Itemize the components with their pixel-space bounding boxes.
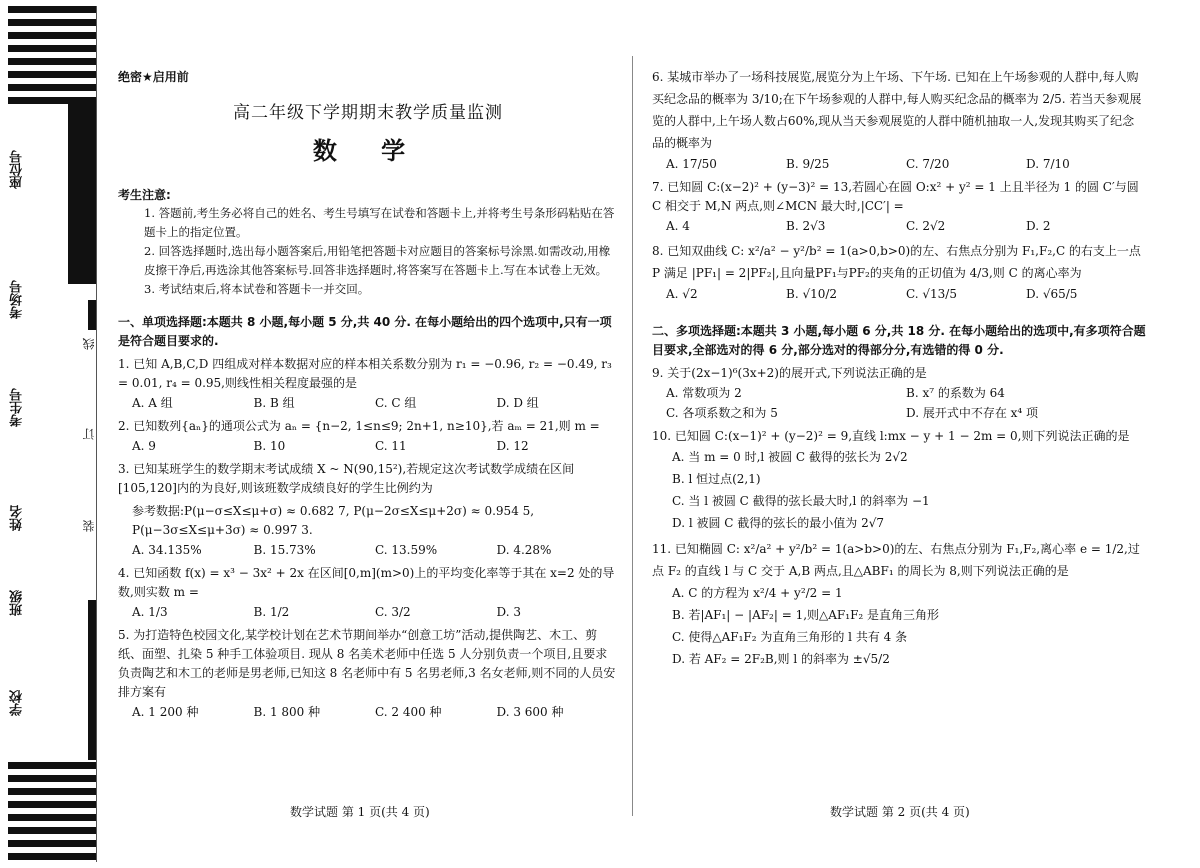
option: C. √13/5 (906, 287, 957, 301)
question-8-options (652, 284, 1146, 304)
option: B. √10/2 (786, 287, 838, 301)
school-label: 学校 (10, 690, 25, 716)
exam-id-label: 考生号 (10, 388, 25, 427)
option: C. 当 l 被圆 C 截得的弦长最大时,l 的斜率为 −1 (672, 494, 930, 508)
question-4-options (118, 602, 618, 622)
notice-title: 考生注意: (118, 188, 171, 202)
question-8: 8. 已知双曲线 C: x²/a² − y²/b² = 1(a>0,b>0)的左、右焦点分别为 F₁,F₂,C 的右支上一点 P 满足 |PF₁| = 2|PF₂|,且向量PF₁与PF₂的夹角的正切值为 4/3,则 C 的离心率为 (652, 244, 1141, 280)
page-2-footer: 数学试题 第 2 页(共 4 页) (830, 805, 970, 819)
option: C. 7/20 (906, 157, 950, 171)
option: D. √65/5 (1026, 287, 1078, 301)
seat-label: 座位号 (10, 150, 25, 189)
notice-item: 3. 考试结束后,将本试卷和答题卡一并交回。 (144, 282, 370, 296)
option: B. 若|AF₁| − |AF₂| = 1,则△AF₁F₂ 是直角三角形 (672, 608, 940, 622)
question-10: 10. 已知圆 C:(x−1)² + (y−2)² = 9,直线 l:mx − y + 1 − 2m = 0,则下列说法正确的是 (652, 429, 1130, 443)
option: C. 11 (375, 439, 407, 453)
option: D. 3 (496, 605, 521, 619)
option: A. 当 m = 0 时,l 被圆 C 截得的弦长为 2√2 (672, 450, 908, 464)
cut-mark-zhuang: 装 (82, 520, 96, 532)
option: A. C 的方程为 x²/4 + y²/2 = 1 (672, 586, 843, 600)
binding-bar-3 (88, 600, 96, 760)
option: D. 展开式中不存在 x⁴ 项 (906, 406, 1039, 420)
cut-mark-xian: 线 (82, 338, 96, 350)
notice-item: 1. 答题前,考生务必将自己的姓名、考生号填写在试卷和答题卡上,并将考生号条形码粘贴在答题卡上的指定位置。 (144, 206, 615, 239)
option: B. 9/25 (786, 157, 830, 171)
option: C. 3/2 (375, 605, 411, 619)
option: B. B 组 (253, 396, 295, 410)
option: A. 1 200 种 (132, 705, 199, 719)
question-3: 3. 已知某班学生的数学期末考试成绩 X ~ N(90,15²),若规定这次考试数学成绩在区间[105,120]内的为良好,则该班数学成绩良好的学生比例约为 (118, 462, 575, 495)
section-2-title: 二、多项选择题:本题共 3 小题,每小题 6 分,共 18 分. 在每小题给出的选项中,有多项符合题目要求,全部选对的得 6 分,部分选对的得部分分,有选错的得 0 分. (652, 324, 1146, 357)
option: A. 常数项为 2 (666, 386, 742, 400)
option: B. 15.73% (253, 543, 316, 557)
option: A. 1/3 (132, 605, 168, 619)
option: A. 34.135% (132, 543, 202, 557)
secret-label: 绝密★启用前 (118, 70, 189, 84)
option: B. 10 (253, 439, 286, 453)
binding-bar-2 (88, 300, 96, 330)
page-1-footer: 数学试题 第 1 页(共 4 页) (290, 805, 430, 819)
option: B. l 恒过点(2,1) (672, 472, 761, 486)
question-3-options (118, 540, 618, 560)
question-3-reference: 参考数据:P(μ−σ≤X≤μ+σ) ≈ 0.682 7, P(μ−2σ≤X≤μ+2σ) ≈ 0.954 5, P(μ−3σ≤X≤μ+3σ) ≈ 0.997 3. (132, 504, 535, 537)
option: D. D 组 (496, 396, 539, 410)
option: A. 17/50 (666, 157, 717, 171)
question-1-options (118, 393, 618, 413)
exam-title: 高二年级下学期期末教学质量监测 (233, 103, 503, 123)
question-1: 1. 已知 A,B,C,D 四组成对样本数据对应的样本相关系数分别为 r₁ = −0.96, r₂ = −0.49, r₃ = 0.01, r₄ = 0.95,则线性相关程度最强的是 (118, 357, 612, 390)
name-label: 姓名 (10, 505, 25, 531)
page-2 (652, 60, 1146, 670)
question-7-options (652, 216, 1146, 236)
option: D. 7/10 (1026, 157, 1070, 171)
option: B. 2√3 (786, 219, 826, 233)
page-divider (632, 56, 633, 816)
option: D. 3 600 种 (496, 705, 564, 719)
option: C. C 组 (375, 396, 417, 410)
question-5-options (118, 702, 618, 722)
option: D. l 被圆 C 截得的弦长的最小值为 2√7 (672, 516, 885, 530)
option: B. x⁷ 的系数为 64 (906, 386, 1005, 400)
option: A. A 组 (132, 396, 173, 410)
question-2: 2. 已知数列{aₙ}的通项公式为 aₙ = {n−2, 1≤n≤9; 2n+1, n≥10},若 aₘ = 21,则 m = (118, 419, 600, 433)
class-label: 班级 (10, 590, 25, 616)
cut-mark-ding: 订 (82, 428, 96, 440)
notice-item: 2. 回答选择题时,选出每小题答案后,用铅笔把答题卡对应题目的答案标号涂黑.如需改动,用橡皮擦干净后,再选涂其他答案标号.回答非选择题时,将答案写在答题卡上.写在本试卷上无效。 (144, 244, 611, 277)
option: C. 13.59% (375, 543, 438, 557)
option: D. 2 (1026, 219, 1051, 233)
option: A. √2 (666, 287, 698, 301)
top-stripes (8, 6, 96, 110)
binding-bar-top (68, 104, 96, 284)
option: D. 若 AF₂ = 2F₂B,则 l 的斜率为 ±√5/2 (672, 652, 890, 666)
page-1 (118, 60, 618, 722)
option: C. 使得△AF₁F₂ 为直角三角形的 l 共有 4 条 (672, 630, 908, 644)
question-11: 11. 已知椭圆 C: x²/a² + y²/b² = 1(a>b>0)的左、右焦点分别为 F₁,F₂,离心率 e = 1/2,过点 F₂ 的直线 l 与 C 交于 A,B 两点,且△ABF₁ 的周长为 8,则下列说法正确的是 (652, 542, 1140, 578)
bottom-stripes (8, 762, 96, 866)
option: D. 4.28% (496, 543, 552, 557)
room-label: 考场号 (10, 280, 25, 319)
option: B. 1 800 种 (253, 705, 321, 719)
subject-title: 数 学 (312, 137, 424, 165)
question-5: 5. 为打造特色校园文化,某学校计划在艺术节期间举办“创意工坊”活动,提供陶艺、木工、剪纸、面塑、扎染 5 种手工体验项目. 现从 8 名美术老师中任选 5 人分别负责一个项目,且要求负责陶艺和木工的老师是男老师,已知这 8 名老师中有 5 名男老师,3 名女老师,则不同的人员安排方案有 (118, 628, 616, 699)
question-6: 6. 某城市举办了一场科技展览,展览分为上午场、下午场. 已知在上午场参观的人群中,每人购买纪念品的概率为 3/10;在下午场参观的人群中,每人购买纪念品的概率为 2/5. 若当天参观展览的人群中,上午场人数占60%,现从当天参观展览的人群中随机抽取一人,发现其购买了纪念品的概率为 (652, 70, 1142, 150)
option: D. 12 (496, 439, 529, 453)
section-1-title: 一、单项选择题:本题共 8 小题,每小题 5 分,共 40 分. 在每小题给出的四个选项中,只有一项是符合题目要求的. (118, 315, 612, 348)
question-9: 9. 关于(2x−1)⁶(3x+2)的展开式,下列说法正确的是 (652, 366, 927, 380)
option: A. 4 (666, 219, 690, 233)
option: A. 9 (132, 439, 156, 453)
option: C. 2√2 (906, 219, 946, 233)
option: C. 各项系数之和为 5 (666, 406, 778, 420)
question-4: 4. 已知函数 f(x) = x³ − 3x² + 2x 在区间[0,m](m>0)上的平均变化率等于其在 x=2 处的导数,则实数 m = (118, 566, 615, 599)
question-7: 7. 已知圆 C:(x−2)² + (y−3)² = 13,若圆心在圆 O:x² + y² = 1 上且半径为 1 的圆 C′与圆 C 相交于 M,N 两点,则∠MCN 最大时,|CC′| = (652, 180, 1139, 213)
option: C. 2 400 种 (375, 705, 442, 719)
option: B. 1/2 (253, 605, 290, 619)
question-2-options (118, 436, 618, 456)
question-6-options (652, 154, 1146, 174)
question-9-options (652, 383, 1146, 423)
